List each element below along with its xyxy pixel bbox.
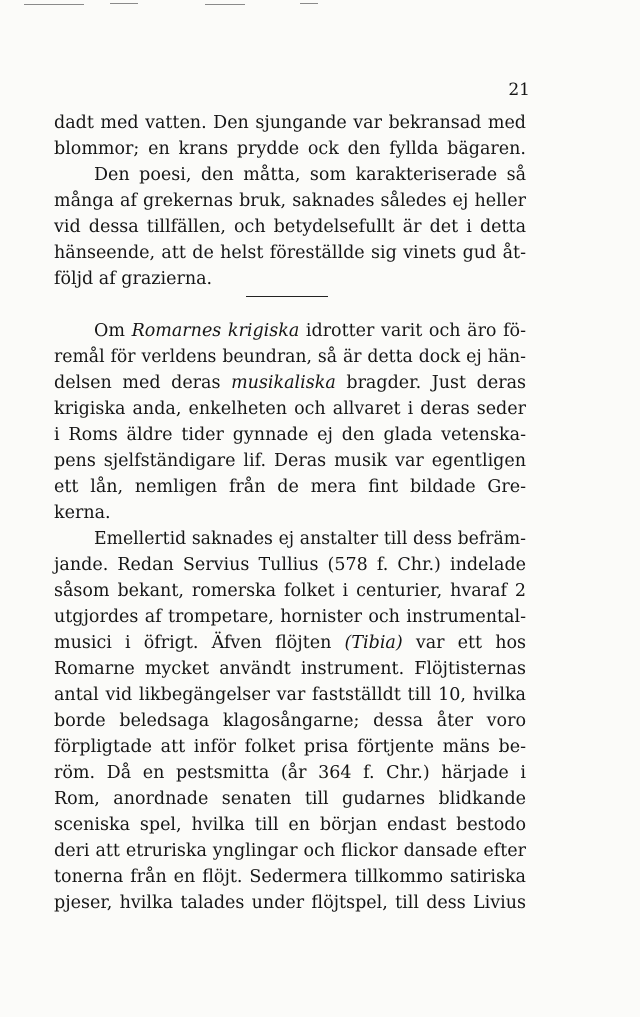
text-line: blommor; en krans prydde ock den fyllda bägaren. [54, 139, 526, 159]
text-line: ett lån, nemligen från de mera fint bildade Gre- [54, 477, 526, 497]
text-line: pens sjelfständigare lif. Deras musik var egentligen [54, 451, 526, 471]
text-line: deri att etruriska ynglingar och flickor dansade efter [54, 841, 526, 861]
italic-phrase: (Tibia) [344, 633, 403, 653]
text-line: hänseende, att de helst föreställde sig vinets gud åt- [54, 243, 526, 263]
text-line: krigiska anda, enkelheten och allvaret i deras seder [54, 399, 526, 419]
line-end: bragder. Just deras [335, 373, 526, 393]
text-line: många af grekernas bruk, saknades således ej heller [54, 191, 526, 211]
line-end: idrotter varit och äro fö- [299, 321, 526, 341]
line-end: var ett hos [402, 633, 526, 653]
italic-phrase: musikaliska [231, 373, 336, 393]
line-start: delsen med deras [54, 373, 232, 393]
text-line: Emellertid saknades ej anstalter till dess befräm- [94, 529, 526, 549]
text-line: sceniska spel, hvilka till en början endast bestodo [54, 815, 526, 835]
text-line: följd af grazierna. [54, 269, 213, 289]
section-divider [246, 296, 328, 297]
line-start: Om [94, 321, 132, 341]
text-line: i Roms äldre tider gynnade ej den glada vetenska- [54, 425, 526, 445]
text-line: röm. Då en pestsmitta (år 364 f. Chr.) härjade i [54, 763, 526, 783]
text-line: borde beledsaga klagosångarne; dessa åter voro [54, 711, 526, 731]
text-line: tonerna från en flöjt. Sedermera tillkommo satiriska [54, 867, 526, 887]
text-line: jande. Redan Servius Tullius (578 f. Chr.) indelade [54, 555, 526, 575]
text-line: kerna. [54, 503, 111, 523]
text-line: antal vid likbegängelser var fastställdt till 10, hvilka [54, 685, 526, 705]
text-line [54, 630, 526, 656]
italic-phrase: Romarnes krigiska [131, 321, 300, 341]
line-start: musici i öfrigt. Äfven flöjten [54, 633, 345, 653]
text-line [54, 370, 526, 396]
text-line: förpligtade att inför folket prisa förtjente mäns be- [54, 737, 526, 757]
text-line [54, 318, 526, 344]
text-line: utgjordes af trompetare, hornister och instrumental- [54, 607, 526, 627]
text-line: Rom, anordnade senaten till gudarnes blidkande [54, 789, 526, 809]
text-line: Den poesi, den måtta, som karakteriserade så [94, 165, 526, 185]
text-line: pjeser, hvilka talades under flöjtspel, till dess Livius [54, 893, 526, 913]
text-line: såsom bekant, romerska folket i centurier, hvaraf 2 [54, 581, 526, 601]
paragraph-section-1 [54, 110, 526, 292]
text-line: Romarne mycket användt instrument. Flöjtisternas [54, 659, 526, 679]
top-edge-specks [0, 0, 640, 12]
paragraph-section-2 [54, 318, 526, 916]
text-line: vid dessa tillfällen, och betydelsefullt är det i detta [54, 217, 526, 237]
page-number: 21 [508, 80, 530, 100]
text-line: remål för verldens beundran, så är detta dock ej hän- [54, 347, 526, 367]
text-line: dadt med vatten. Den sjungande var bekransad med [54, 113, 526, 133]
